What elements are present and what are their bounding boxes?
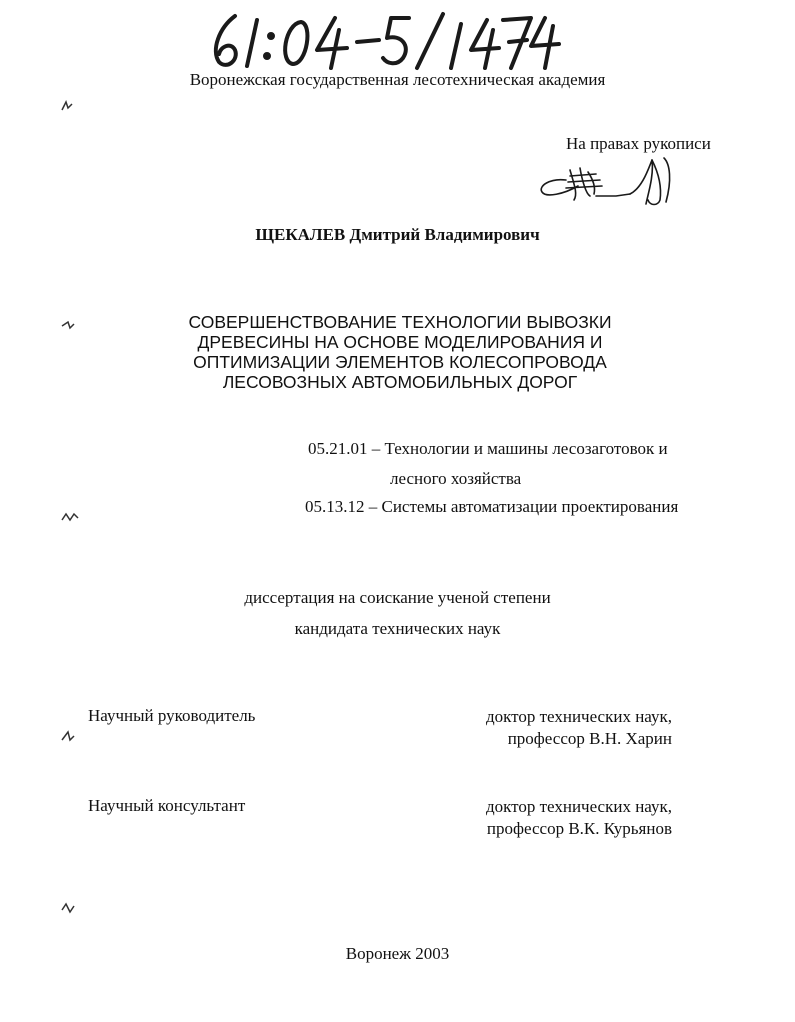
scan-mark-icon: [58, 508, 82, 524]
consultant-degree: доктор технических наук,: [485, 797, 672, 816]
title-line: ОПТИМИЗАЦИИ ЭЛЕМЕНТОВ КОЛЕСОПРОВОДА: [193, 352, 607, 372]
title-line: ЛЕСОВОЗНЫХ АВТОМОБИЛЬНЫХ ДОРОГ: [222, 372, 578, 392]
degree-line: диссертация на соискание ученой степени: [244, 588, 551, 607]
consultant-name: профессор В.К. Курьянов: [486, 819, 672, 838]
scan-mark-icon: [58, 98, 82, 114]
scan-mark-icon: [58, 728, 82, 744]
author-name: ЩЕКАЛЕВ Дмитрий Владимирович: [255, 225, 540, 244]
title-line: ДРЕВЕСИНЫ НА ОСНОВЕ МОДЕЛИРОВАНИЯ И: [197, 332, 603, 352]
specialty-first-continuation: лесного хозяйства: [390, 469, 522, 488]
dissertation-title: [140, 312, 660, 392]
scan-mark-icon: [58, 316, 82, 332]
scan-mark-icon: [58, 900, 82, 916]
handwritten-archive-number: [205, 6, 565, 72]
institution-name: Воронежская государственная лесотехническая академия: [189, 70, 606, 89]
supervisor-degree: доктор технических наук,: [485, 707, 672, 726]
specialty-first: 05.21.01 – Технологии и машины лесозаготовок и: [308, 439, 668, 458]
specialty-second: 05.13.12 – Системы автоматизации проектирования: [305, 497, 679, 516]
consultant-info: [486, 796, 672, 840]
supervisor-label: Научный руководитель: [88, 706, 256, 725]
supervisor-name: профессор В.Н. Харин: [507, 729, 672, 748]
city-year: Воронеж 2003: [345, 944, 450, 963]
manuscript-rights-note: На правах рукописи: [566, 134, 711, 153]
consultant-label: Научный консультант: [88, 796, 246, 815]
supervisor-info: [486, 706, 672, 750]
degree-line: кандидата технических наук: [294, 619, 501, 638]
signature: [530, 150, 690, 210]
title-line: СОВЕРШЕНСТВОВАНИЕ ТЕХНОЛОГИИ ВЫВОЗКИ: [188, 312, 612, 332]
